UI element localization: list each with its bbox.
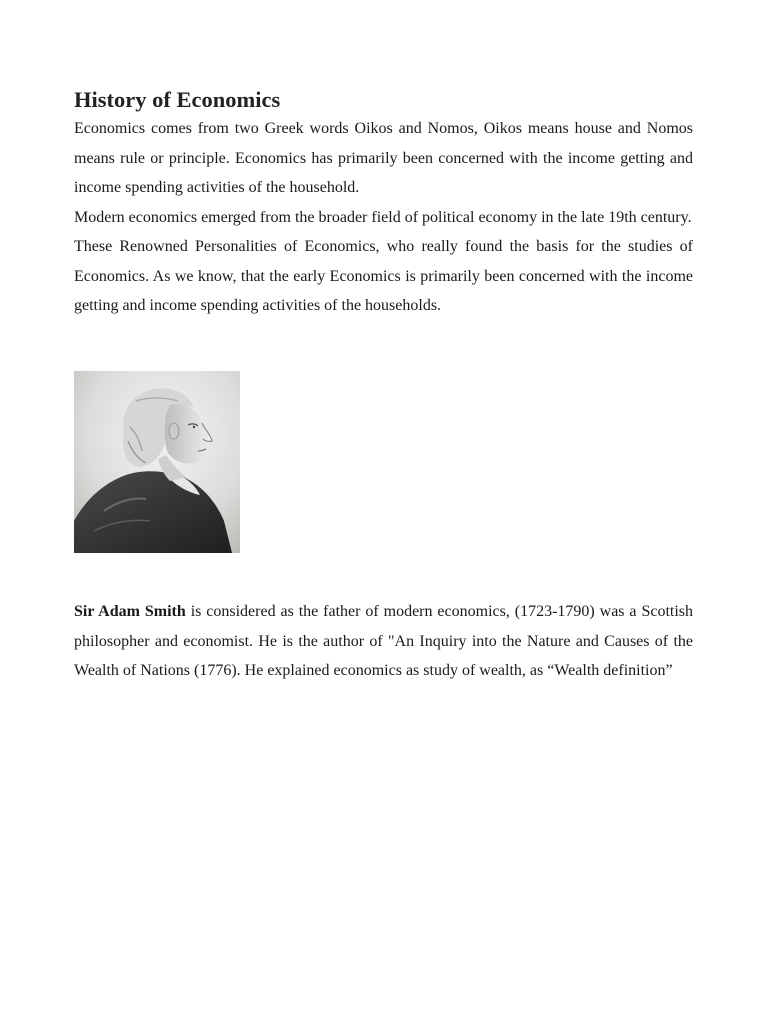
- bio-name: Sir Adam Smith: [74, 603, 186, 620]
- paragraph-personalities: These Renowned Personalities of Economics, who really found the basis for the studies of Economics. As we know, that the early Economics is primarily been concerned with the income getting and income spending activities of the households.: [74, 238, 693, 314]
- bio-text: is considered as the father of modern economics, (1723-1790) was a Scottish philosopher and economist. He is the author of "An Inquiry into the Nature and Causes of the Wealth of Nations (1776). He explained economics as study of wealth, as “Wealth definition”: [74, 603, 694, 679]
- paragraph-modern-economics: Modern economics emerged from the broader field of political economy in the late 19th century.: [74, 208, 692, 226]
- page-title: History of Economics: [74, 87, 281, 112]
- document-body: [74, 86, 693, 321]
- adam-smith-portrait: [74, 371, 240, 553]
- paragraph-etymology: Economics comes from two Greek words Oikos and Nomos, Oikos means house and Nomos means rule or principle. Economics has primarily been concerned with the income getting and income spending activities of the household.: [74, 120, 693, 196]
- adam-smith-bio: [74, 597, 693, 686]
